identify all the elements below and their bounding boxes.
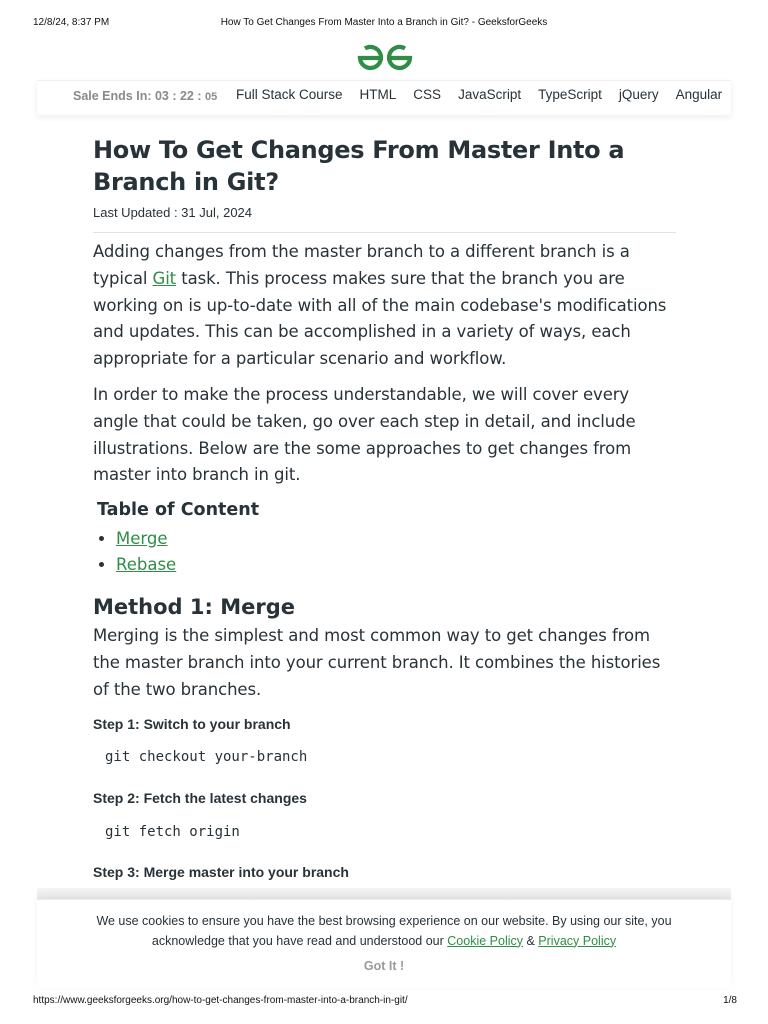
nav-item-html[interactable]: HTML [359,87,397,102]
overview-paragraph: In order to make the process understandable, we will cover every angle that could be taken, go over each step in detail, and include illustrations. Below are the some approaches to get changes from master into branch in git. [93,384,636,485]
article [93,134,676,880]
print-header [0,17,768,31]
nav-item-angular[interactable]: Angular [675,87,723,102]
toc-link-merge[interactable]: Merge [116,529,168,549]
intro-text-end: task. This process makes sure that the branch you are working on is up-to-date with all of the main codebase's modifications and updates. This can be accomplished in a variety of ways, each appropriate for a particular scenario and workflow. [93,268,667,369]
top-navbar [37,80,731,115]
title-divider [93,232,676,233]
print-page-title: How To Get Changes From Master Into a Branch in Git? - GeeksforGeeks [220,17,548,28]
got-it-button[interactable]: Got It ! [363,959,405,973]
nav-item-jquery[interactable]: jQuery [618,87,659,102]
sale-countdown [73,89,217,103]
cookie-text [37,912,731,951]
toc-item [116,552,676,578]
print-url: https://www.geeksforgeeks.org/how-to-get-changes-from-master-into-a-branch-in-git/ [33,995,408,1006]
nav-item-javascript[interactable]: JavaScript [458,87,522,102]
cookie-banner [37,899,731,988]
cookie-message: We use cookies to ensure you have the best browsing experience on our website. By using our site, you acknowledge that you have read and understood our [96,914,672,948]
git-link[interactable]: Git [152,268,177,288]
step-1-code: git checkout your-branch [105,748,308,765]
cookie-amp: & [523,933,539,948]
toc-link-rebase[interactable]: Rebase [116,555,177,575]
print-datetime: 12/8/24, 8:37 PM [33,17,110,28]
step-3-label: Step 3: Merge master into your branch [93,863,349,880]
toc-title: Table of Content [97,500,260,521]
step-1-label: Step 1: Switch to your branch [93,715,291,732]
nav-item-full-stack-course[interactable]: Full Stack Course [236,87,343,102]
intro-text-start: Adding changes from the master branch to a different branch is a typical [93,242,630,288]
method1-description: Merging is the simplest and most common way to get changes from the master branch into your current branch. It combines the histories of the two branches. [93,626,661,699]
print-footer [0,995,768,1009]
gfg-logo-icon[interactable] [356,42,414,72]
sale-countdown-seconds: 05 [205,91,218,103]
nav-menu [236,87,739,102]
cookie-policy-link[interactable]: Cookie Policy [447,933,523,948]
sale-countdown-label: Sale Ends In: 03 : 22 : [73,89,205,103]
method1-heading: Method 1: Merge [93,595,295,620]
article-title: How To Get Changes From Master Into a Branch in Git? [93,136,625,196]
step-2-label: Step 2: Fetch the latest changes [93,789,307,806]
last-updated: Last Updated : 31 Jul, 2024 [93,205,253,220]
intro-paragraph [93,239,676,373]
step-2-code: git fetch origin [105,823,240,840]
print-page-number: 1/8 [723,995,737,1006]
nav-item-typescript[interactable]: TypeScript [538,87,602,102]
nav-item-css[interactable]: CSS [413,87,442,102]
toc-item [116,526,676,552]
privacy-policy-link[interactable]: Privacy Policy [538,933,617,948]
toc-list [93,526,676,578]
